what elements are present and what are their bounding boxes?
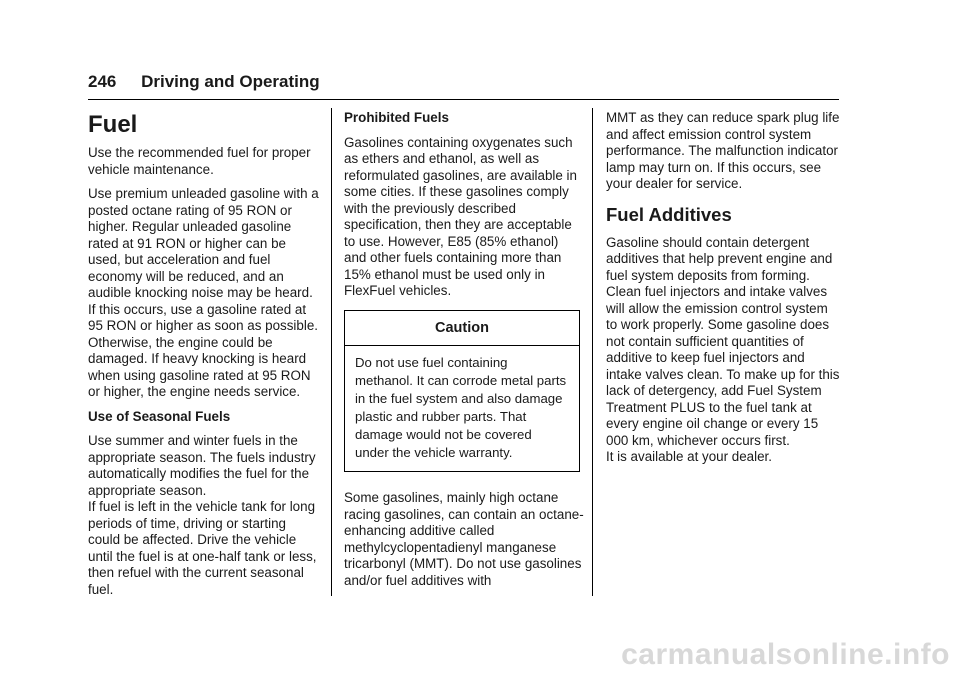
prohibited-fuels-heading: Prohibited Fuels: [344, 110, 449, 125]
oxygenates-paragraph: Gasolines containing oxygenates such as ethers and ethanol, as well as reformulated gasolines, are available in some cities. If these gasolines comply with the previously described specification, then they are acceptable to use. However, E85 (85% ethanol) and other fuels containing more than 15% ethanol must be used only in FlexFuel vehicles.: [344, 134, 577, 298]
premium-gasoline-paragraph: Use premium unleaded gasoline with a posted octane rating of 95 RON or higher. Regular unleaded gasoline rated at 91 RON or higher can be used, but acceleration and fuel economy will be reduced, and an audible knocking noise may be heard. If this occurs, use a gasoline rated at 95 RON or higher as soon as possible. Otherwise, the engine could be damaged. If heavy knocking is heard when using gasoline rated at 95 RON or higher, the engine needs service.: [88, 186, 319, 399]
caution-title: Caution: [345, 311, 579, 347]
fuel-additives-heading: Fuel Additives: [606, 203, 732, 225]
mmt-paragraph: Some gasolines, mainly high octane racing gasolines, can contain an octane-enhancing additive called methylcyclopentadienyl manganese tricarbonyl (MMT). Do not use gasolines and/or fuel additives with: [344, 490, 584, 588]
column-1: [88, 110, 320, 606]
seasonal-fuels-paragraph: Use summer and winter fuels in the appropriate season. The fuels industry automatically modifies the fuel for the appropriate season.: [88, 433, 316, 498]
fuel-heading: Fuel: [88, 111, 138, 138]
caution-text: Do not use fuel containing methanol. It can corrode metal parts in the fuel system and also damage plastic and rubber parts. That damage would not be covered under the vehicle warranty.: [355, 355, 567, 460]
mmt-continued-paragraph: MMT as they can reduce spark plug life and affect emission control system performance. The malfunction indicator lamp may turn on. If this occurs, see your dealer for service.: [606, 110, 840, 191]
section-title: Driving and Operating: [141, 72, 320, 91]
column-2: [344, 110, 584, 597]
page-header: [88, 72, 320, 92]
column-3: [606, 110, 842, 474]
header-rule: [88, 99, 839, 100]
site-watermark: carmanualsonline.info: [621, 638, 950, 671]
fuel-storage-paragraph: If fuel is left in the vehicle tank for long periods of time, driving or starting could be affected. Drive the vehicle until the fuel is at one-half tank or less, then refuel with the current seasonal fuel.: [88, 499, 317, 597]
additives-paragraph: Gasoline should contain detergent additives that help prevent engine and fuel system deposits from forming. Clean fuel injectors and intake valves will allow the emission control system to work properly. Some gasoline does not contain sufficient quantities of additive to keep fuel injectors and intake valves clean. To make up for this lack of detergency, add Fuel System Treatment PLUS to the fuel tank at every engine oil change or every 15 000 km, whichever occurs first.: [606, 234, 840, 448]
seasonal-fuels-heading: Use of Seasonal Fuels: [88, 408, 231, 424]
dealer-availability-paragraph: It is available at your dealer.: [606, 449, 772, 464]
column-divider-1: [331, 108, 332, 596]
page-number: 246: [88, 72, 117, 91]
caution-box: [344, 310, 580, 473]
fuel-intro-paragraph: Use the recommended fuel for proper vehicle maintenance.: [88, 145, 311, 177]
column-divider-2: [592, 108, 593, 596]
